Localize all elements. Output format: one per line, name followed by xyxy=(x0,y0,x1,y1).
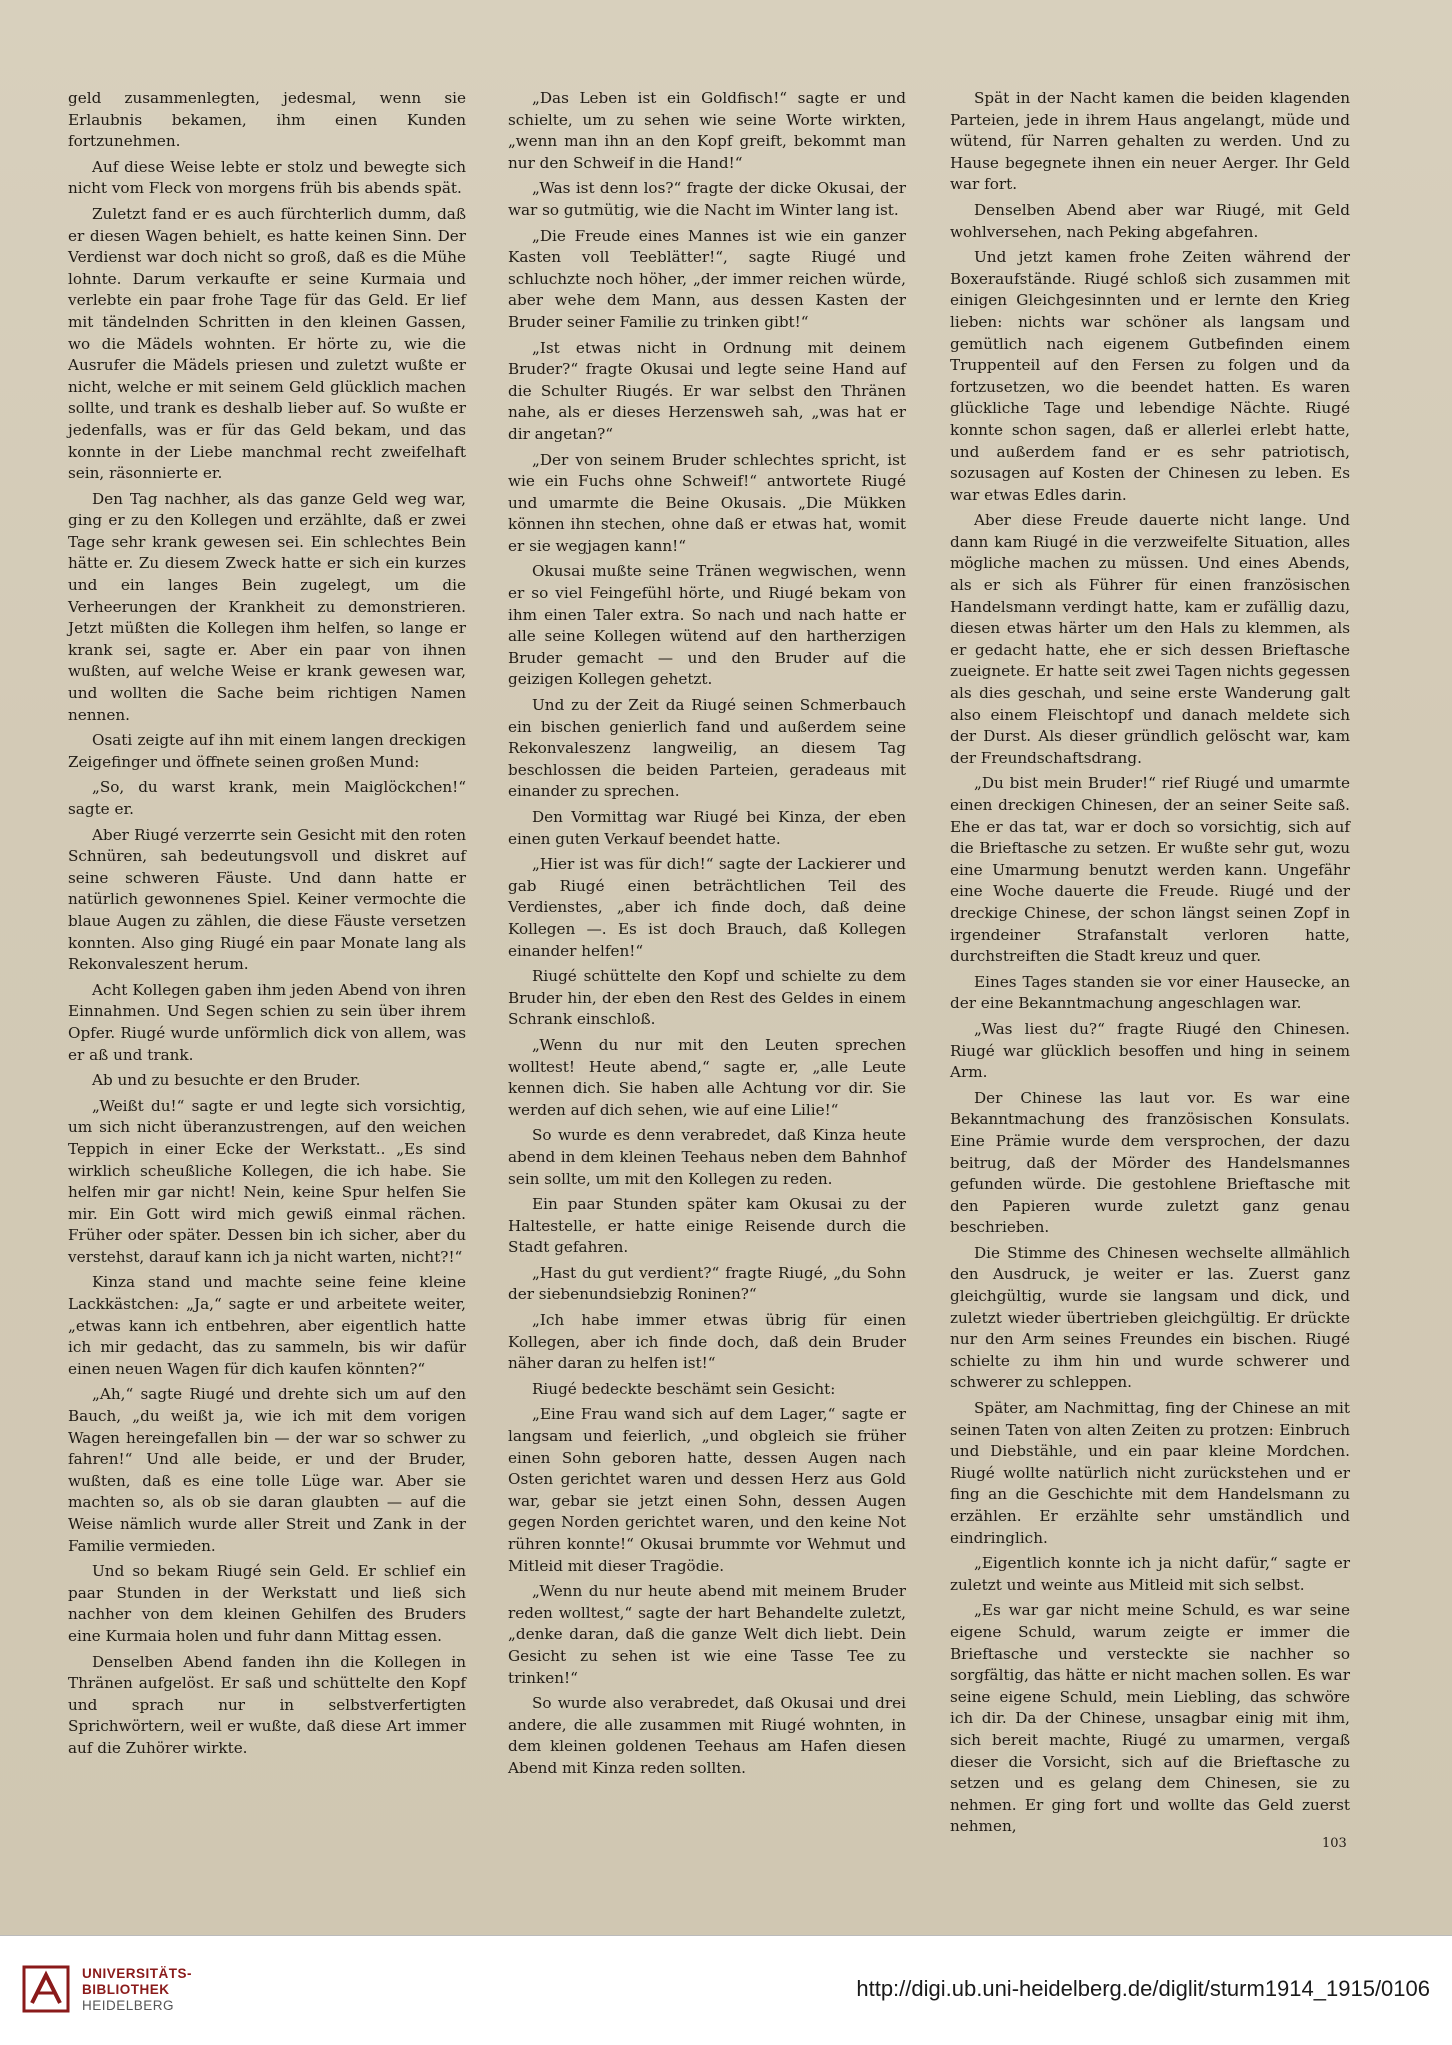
paragraph: „Eigentlich konnte ich ja nicht dafür,“ sagte er zuletzt und weinte aus Mitleid mit sich selbst. xyxy=(950,1554,1350,1594)
paragraph: Ein paar Stunden später kam Okusai zu der Haltestelle, er hatte einige Reisende durch die Stadt gefahren. xyxy=(508,1195,906,1257)
paragraph: So wurde es denn verabredet, daß Kinza heute abend in dem kleinen Teehaus neben dem Bahnhof sein sollte, um mit den Kollegen zu reden. xyxy=(508,1126,906,1188)
paragraph: Riugé bedeckte beschämt sein Gesicht: xyxy=(532,1379,836,1398)
paragraph: Und jetzt kamen frohe Zeiten während der Boxeraufstände. Riugé schloß sich zusammen mit einigen Gleichgesinnten und er lernte den Krieg lieben: nichts war schöner als langsam und gemütlich nach eigenem Gutbefinden einem Truppenteil auf den Fersen zu folgen und da fortzusetzen, wo die beendet hatten. Es waren glückliche Tage und lebendige Nächte. Riugé konnte schon sagen, daß er allerlei erlebt hatte, und außerdem fand er es sehr patriotisch, sozusagen auf Kosten der Chinesen zu leben. Es war etwas Edles darin. xyxy=(950,248,1350,504)
library-name[interactable] xyxy=(82,1966,192,2014)
paragraph: „Es war gar nicht meine Schuld, es war seine eigene Schuld, warum zeigte er immer die Brieftasche und versteckte sie nachher so sorgfältig, das hätte er nicht machen sollen. Es war seine eigene Schuld, mein Liebling, das schwöre ich dir. Da der Chinese, unsagbar einig mit ihm, sich bereit machte, Riugé zu umarmen, vergaß dieser die Vorsicht, sich auf die Brieftasche zu setzen und es gelang dem Chinesen, sie zu nehmen. Er ging fort und wollte das Geld zuerst nehmen, xyxy=(950,1601,1350,1836)
paragraph: Den Vormittag war Riugé bei Kinza, der eben einen guten Verkauf beendet hatte. xyxy=(508,808,906,848)
text-column-1 xyxy=(68,88,466,1764)
paragraph: So wurde also verabredet, daß Okusai und drei andere, die alle zusammen mit Riugé wohnten, in dem kleinen goldenen Teehaus am Hafen diesen Abend mit Kinza reden sollten. xyxy=(508,1694,906,1777)
paragraph: „Was ist denn los?“ fragte der dicke Okusai, der war so gutmütig, wie die Nacht im Winter lang ist. xyxy=(508,179,906,219)
paragraph: „Ist etwas nicht in Ordnung mit deinem Bruder?“ fragte Okusai und legte seine Hand auf die Schulter Riugés. Er war selbst den Thränen nahe, als er dieses Herzensweh sah, „was hat er dir angetan?“ xyxy=(508,338,906,443)
paragraph: Eines Tages standen sie vor einer Hausecke, an der eine Bekanntmachung angeschlagen war. xyxy=(950,972,1350,1013)
paragraph: Ab und zu besuchte er den Bruder. xyxy=(92,1071,361,1090)
paragraph: Acht Kollegen gaben ihm jeden Abend von ihren Einnahmen. Und Segen schien zu sein über ihrem Opfer. Riugé wurde unförmlich dick von allem, was er aß und trank. xyxy=(68,980,466,1064)
permalink-url[interactable]: http://digi.ub.uni-heidelberg.de/diglit/sturm1914_1915/0106 xyxy=(856,1976,1430,2001)
paragraph: „Ich habe immer etwas übrig für einen Kollegen, aber ich finde doch, daß dein Bruder näher daran zu helfen ist!“ xyxy=(508,1311,906,1373)
library-name-line-2: BIBLIOTHEK xyxy=(82,1982,170,1997)
paragraph: Osati zeigte auf ihn mit einem langen dreckigen Zeigefinger und öffnete seinen großen Mund: xyxy=(68,731,466,771)
library-name-line-1: UNIVERSITÄTS- xyxy=(82,1966,193,1981)
viewer-footer xyxy=(0,1935,1452,2045)
paragraph: Denselben Abend aber war Riugé, mit Geld wohlversehen, nach Peking abgefahren. xyxy=(950,200,1350,241)
paragraph: „So, du warst krank, mein Maiglöckchen!“ sagte er. xyxy=(68,778,466,818)
paragraph: Riugé schüttelte den Kopf und schielte zu dem Bruder hin, der eben den Rest des Geldes in einem Schrank einschloß. xyxy=(508,967,906,1029)
paragraph: „Du bist mein Bruder!“ rief Riugé und umarmte einen dreckigen Chinesen, der an seiner Seite saß. Ehe er das tat, war er doch so vorsichtig, sich auf die Brieftasche zu setzen. Er wußte sehr gut, wozu eine Umarmung benutzt werden kann. Ungefähr eine Woche dauerte die Freude. Riugé und der dreckige Chinese, der schon längst seinen Zopf in irgendeiner Strafanstalt verloren hatte, durchstreiften die Stadt kreuz und quer. xyxy=(950,774,1350,966)
paragraph: „Das Leben ist ein Goldfisch!“ sagte er und schielte, um zu sehen wie seine Worte wirkten, „wenn man ihn an den Kopf greift, bekommt man nur den Schweif in die Hand!“ xyxy=(508,89,906,172)
paragraph: Und zu der Zeit da Riugé seinen Schmerbauch ein bischen genierlich fand und außerdem seine Rekonvaleszenz langweilig, an diesem Tag beschlossen die beiden Parteien, geradeaus mit einander zu sprechen. xyxy=(508,696,906,801)
paragraph: Kinza stand und machte seine feine kleine Lackkästchen: „Ja,“ sagte er und arbeitete weiter, „etwas kann ich entbehren, aber eigentlich hatte ich mir gedacht, das zu sammeln, bis wir dafür einen neuen Wagen für dich kaufen könnten?“ xyxy=(68,1273,466,1378)
paragraph: Aber Riugé verzerrte sein Gesicht mit den roten Schnüren, sah bedeutungsvoll und diskret auf seine schweren Fäuste. Und dann hatte er natürlich gewonnenes Spiel. Keiner vermochte die blaue Augen zu zählen, die diese Fäuste versetzen konnten. Also ging Riugé ein paar Monate lang als Rekonvaleszent herum. xyxy=(68,825,466,974)
paragraph: „Weißt du!“ sagte er und legte sich vorsichtig, um sich nicht überanzustrengen, auf den weichen Teppich in einer Ecke der Werkstatt.. „Es sind wirklich scheußliche Kollegen, die ich habe. Sie helfen mir gar nicht! Nein, keine Spur helfen Sie mir. Ein Gott wird mich gewiß einmal rächen. Früher oder später. Dessen bin ich sicher, aber du verstehst, darauf kann ich ja nicht warten, nicht?!“ xyxy=(68,1096,466,1266)
library-name-line-3: HEIDELBERG xyxy=(82,1998,175,2013)
paragraph: „Ah,“ sagte Riugé und drehte sich um auf den Bauch, „du weißt ja, wie ich mit dem vorigen Wagen hereingefallen bin — der war so schwer zu fahren!“ Und alle beide, er und der Bruder, wußten, daß es eine tolle Lüge war. Aber sie machten so, als ob sie daran glaubten — auf die Weise nämlich wurde aller Streit und Zank in der Familie vermieden. xyxy=(68,1385,466,1555)
paragraph: Der Chinese las laut vor. Es war eine Bekanntmachung des französischen Konsulats. Eine Prämie wurde dem versprochen, der dazu beitrug, daß der Mörder des Handelsmannes gefunden würde. Die gestohlene Brieftasche mit den Papieren wurde zuletzt ganz genau beschrieben. xyxy=(950,1088,1350,1237)
paragraph: „Was liest du?“ fragte Riugé den Chinesen. Riugé war glücklich besoffen und hing in seinem Arm. xyxy=(950,1019,1350,1082)
paragraph: „Hast du gut verdient?“ fragte Riugé, „du Sohn der siebenundsiebzig Roninen?“ xyxy=(508,1263,906,1304)
paragraph: Und so bekam Riugé sein Geld. Er schlief ein paar Stunden in der Werkstatt und ließ sich nachher von dem kleinen Gehilfen des Bruders eine Kurmaia holen und fuhr dann Mittag essen. xyxy=(68,1562,466,1645)
paragraph: Die Stimme des Chinesen wechselte allmählich den Ausdruck, je weiter er las. Zuerst ganz gleichgültig, wurde sie langsam und dick, und zuletzt wieder übertrieben gleichgültig. Er drückte nur den Arm seines Freundes ein bischen. Riugé schielte zu ihm hin und wurde schwerer und schwerer zu schleppen. xyxy=(950,1243,1350,1392)
paragraph: Auf diese Weise lebte er stolz und bewegte sich nicht vom Fleck von morgens früh bis abends spät. xyxy=(68,157,466,198)
paragraph: Spät in der Nacht kamen die beiden klagenden Parteien, jede in ihrem Haus angelangt, müde und wütend, für Narren gehalten zu werden. Und zu Hause begegnete ihnen ein neuer Aerger. Ihr Geld war fort. xyxy=(950,89,1350,194)
university-library-logo-icon xyxy=(20,1963,72,2015)
paragraph: Denselben Abend fanden ihn die Kollegen in Thränen aufgelöst. Er saß und schüttelte den Kopf und sprach nur in selbstverfertigten Sprichwörtern, weil er wußte, daß diese Art immer auf die Zuhörer wirkte. xyxy=(68,1652,466,1757)
paragraph: „Wenn du nur mit den Leuten sprechen wolltest! Heute abend,“ sagte er, „alle Leute kennen dich. Sie haben alle Achtung vor dir. Sie werden auf dich sehen, wie auf eine Lilie!“ xyxy=(508,1035,906,1119)
paragraph: Aber diese Freude dauerte nicht lange. Und dann kam Riugé in die verzweifelte Situation, alles mögliche machen zu müssen. Und eines Abends, als er sich als Führer für einen französischen Handelsmann verdingt hatte, kam er zufällig dazu, diesen etwas härter um den Hals zu klemmen, als er gedacht hatte, ehe er sich dessen Brieftasche zueignete. Er hatte seit zwei Tagen nichts gegessen als dies geschah, und seine erste Wanderung galt also einem Fleischtopf und danach meldete sich der Durst. Als dieser gründlich gelöscht war, kam der Freundschaftsdrang. xyxy=(950,511,1350,767)
text-column-2 xyxy=(508,88,906,1784)
paragraph: „Die Freude eines Mannes ist wie ein ganzer Kasten voll Teeblätter!“, sagte Riugé und schluchzte noch höher, „der immer reichen würde, aber wehe dem Mann, aus dessen Kasten der Bruder seiner Familie zu trinken gibt!“ xyxy=(508,226,906,331)
paragraph: Den Tag nachher, als das ganze Geld weg war, ging er zu den Kollegen und erzählte, daß er zwei Tage sehr krank gewesen sei. Ein schlechtes Bein hätte er. Zu diesem Zweck hatte er sich ein kurzes und ein langes Bein zugelegt, um die Verheerungen der Krankheit zu demonstrieren. Jetzt müßten die Kollegen ihm helfen, so lange er krank sei, sagte er. Aber ein paar von ihnen wußten, auf welche Weise er krank gewesen war, und wollten die Sache beim richtigen Namen nennen. xyxy=(68,489,466,724)
paragraph: Zuletzt fand er es auch fürchterlich dumm, daß er diesen Wagen behielt, es hatte keinen Sinn. Der Verdienst war doch nicht so groß, daß es die Mühe lohnte. Darum verkaufte er seine Kurmaia und verlebte ein paar frohe Tage für das Geld. Er lief mit tändelnden Schritten in den kleinen Gassen, wo die Mädels wohnten. Er hörte zu, wie die Ausrufer die Mädels priesen und zuletzt wußte er nicht, welche er mit seinem Geld glücklich machen sollte, und trank es deshalb lieber auf. So wußte er jedenfalls, was er für das Geld bekam, und das konnte in der Liebe manchmal recht zweifelhaft sein, räsonnierte er. xyxy=(68,204,466,483)
paragraph: Okusai mußte seine Tränen wegwischen, wenn er so viel Feingefühl hörte, und Riugé bekam von ihm einen Taler extra. So nach und nach hatte er alle seine Kollegen wütend auf den hartherzigen Bruder gemacht — und den Bruder auf die geizigen Kollegen gehetzt. xyxy=(508,562,906,689)
text-column-3 xyxy=(950,88,1350,1842)
page-number: 103 xyxy=(1322,1836,1347,1851)
paragraph: geld zusammenlegten, jedesmal, wenn sie Erlaubnis bekamen, ihm einen Kunden fortzunehmen. xyxy=(68,89,466,151)
paragraph: „Hier ist was für dich!“ sagte der Lackierer und gab Riugé einen beträchtlichen Teil des Verdienstes, „aber ich finde doch, daß deine Kollegen —. Es ist doch Brauch, daß Kollegen einander helfen!“ xyxy=(508,855,906,960)
paragraph: „Wenn du nur heute abend mit meinem Bruder reden wolltest,“ sagte der hart Behandelte zuletzt, „denke daran, daß die ganze Welt dich liebt. Dein Gesicht zu sehen ist wie eine Tasse Tee zu trinken!“ xyxy=(508,1582,906,1687)
paragraph: „Der von seinem Bruder schlechtes spricht, ist wie ein Fuchs ohne Schweif!“ antwortete Riugé und umarmte die Beine Okusais. „Die Mükken können ihn stechen, ohne daß er etwas hat, womit er sie wegjagen kann!“ xyxy=(508,450,906,555)
paragraph: Später, am Nachmittag, fing der Chinese an mit seinen Taten von alten Zeiten zu protzen: Einbruch und Diebstähle, und ein paar kleine Mordchen. Riugé wollte natürlich nicht zurückstehen und er fing an die Geschichte mit dem Handelsmann zu erzählen. Er erzählte sehr umständlich und eindringlich. xyxy=(950,1399,1350,1547)
paragraph: „Eine Frau wand sich auf dem Lager,“ sagte er langsam und feierlich, „und obgleich sie früher einen Sohn geboren hatte, dessen Augen nach Osten gerichtet waren und dessen Herz aus Gold war, gebar sie jetzt einen Sohn, dessen Augen gegen Norden gerichtet waren, und den keine Not rühren konnte!“ Okusai brummte vor Wehmut und Mitleid mit dieser Tragödie. xyxy=(508,1405,906,1575)
